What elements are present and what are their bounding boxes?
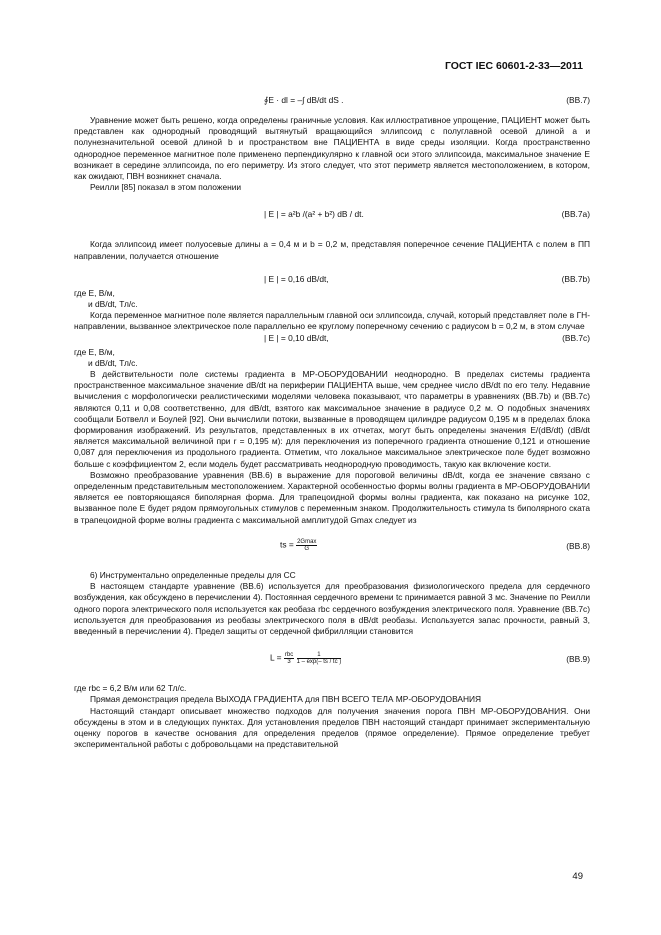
equation-bb7	[74, 95, 590, 109]
body-text	[74, 95, 590, 750]
paragraph-threshold-conversion: Возможно преобразование уравнения (ВВ.6) в выражение для пороговой величины dB/dt, когда ее значение связано с определенным представительным местоположением. Характерной особенностью формы волны градиента в МР-ОБОРУДОВАНИИ является ее повторяющаяся биполярная форма. Для трапецоидной формы волны градиента, как показано на рисунке 102, вызванное поле E будет рядом прямоугольных стимулов с переменным знаком. Продолжительность стимула ts биполярного ската в трапецоидной форме волны градиента с максимальной амплитудой Gmax следует из	[74, 469, 590, 525]
equation-bb7c-formula: | E | = 0,10 dB/dt,	[264, 332, 329, 343]
where-rbc: где rbc = 6,2 В/м или 62 Тл/с.	[74, 683, 187, 694]
and-dbdt-2: и dB/dt, Тл/с.	[88, 357, 138, 368]
equation-bb8-fraction	[296, 539, 317, 552]
where-e-2: где E, В/м,	[74, 346, 115, 357]
paragraph-semiaxes: Когда эллипсоид имеет полуосевые длины a = 0,4 м и b = 0,2 м, представляя поперечное сечение ПАЦИЕНТА с полем в ПП направлении, получается отношение	[74, 239, 590, 261]
equation-bb7a-number: (ВВ.7a)	[561, 209, 590, 220]
equation-bb8	[74, 536, 590, 558]
paragraph-nonuniform-field: В действительности поле системы градиента в МР-ОБОРУДОВАНИИ неоднородно. В пределах системы градиента пространственное максимальное значение dB/dt на периферии ПАЦИЕНТА выше, чем среднее число dB/dt по его телу. Недавние вычисления с морфологически реалистическими моделями человека показывают, что параметры в уравнениях (ВВ.7b) и (ВВ.7c) являются 0,11 и 0,08 соответственно, для dB/dt, взятого как максимальное значение в радиусе 0,2 м. О подобных значениях сообщали Ботвелл и Боулей [92]. Они вычислили потоки, вызванные в проводящем цилиндре радиусом 0,195 м в пределах блока формирования изображений. Из результатов, представленных в их отчетах, могут быть определены значения E/(dB/dt) (dB/dt является максимальной величиной при r = 0,195 м): для переключения из поперечного градиента отношение 0,121 и отношение 0,087 для переключения из продольного градиента. Отметим, что локальное максимальное электрическое поле будет возможно больше с коэффициентом 2, если модель будет рассматривать неоднородную проводимость, такую как включение кости.	[74, 369, 590, 469]
and-dbdt-1: и dB/dt, Тл/с.	[88, 299, 138, 310]
direct-demonstration-heading: Прямая демонстрация предела ВЫХОДА ГРАДИЕНТА для ПВН ВСЕГО ТЕЛА МР-ОБОРУДОВАНИЯ	[90, 694, 482, 705]
paragraph-ellipsoid: Уравнение может быть решено, когда определены граничные условия. Как иллюстративное упрощение, ПАЦИЕНТ может быть представлен как однородный проводящий вытянутый вращающийся эллипсоид с полуглавной осевой длиной a и полунезначительной осевой длиной b и пространством вне ПАЦИЕНТА в виде среды изоляции. Когда пространственно однородное переменное магнитное поле применено перпендикулярно к главной оси этого эллипсоида, максимальное значение E возникает в середине эллипсоида, по его периметру. Из этого следует, что этот периметр является местоположением, в котором, как ожидают, ПВН возникнет сначала.	[74, 115, 590, 182]
equation-bb9-f2-top: 1	[297, 652, 342, 659]
equation-bb7c	[74, 333, 590, 347]
equation-bb7-number: (ВВ.7)	[566, 95, 590, 105]
equation-bb9-fraction-1	[284, 652, 294, 665]
equation-bb8-denominator: G	[304, 545, 310, 552]
equation-bb7a-formula: | E | = a²b /(a² + b²) dB / dt.	[264, 209, 364, 220]
equation-bb8-lhs: ts =	[280, 539, 294, 550]
equation-bb9-number: (ВВ.9)	[566, 654, 590, 665]
paragraph-reilly: Реилли [85] показал в этом положении	[90, 182, 242, 193]
equation-bb7b	[74, 274, 590, 288]
equation-bb7b-number: (ВВ.7b)	[561, 273, 590, 284]
page-number: 49	[572, 871, 583, 882]
paragraph-approaches: Настоящий стандарт описывает множество подходов для получения значения порога ПВН МР-ОБОРУДОВАНИЯ. Они обсуждены в этом и в следующих пунктах. Для установления пределов ПВН настоящий стандарт принимает экспериментальную оценку порогов в качестве основания для определения пределов (прямое определение). Прямое определение требует экспериментальной работы с добровольцами на представительной	[74, 705, 590, 750]
paragraph-parallel-field: Когда переменное магнитное поле является параллельным главной оси эллипсоида, случай, который представляет поле в ГН-направлении, вызванное электрическое поле параллельно ее круглому поперечному сечению с радиусом b = 0,2 м, в этом случае	[74, 310, 590, 332]
equation-bb7c-number: (ВВ.7c)	[562, 332, 590, 343]
equation-bb9-lhs: L =	[270, 652, 282, 663]
equation-bb8-numerator: 2Gmax	[297, 538, 317, 545]
equation-bb9-f2-bottom: 1 – exp(– ts / tc )	[296, 659, 342, 666]
paragraph-cardiac-limits: В настоящем стандарте уравнение (ВВ.6) используется для преобразования физиологического предела для сердечного возбуждения, как обсуждено в перечислении 4). Постоянная сердечного времени tc принимается равной 3 мс. Значение по Реилли одного порога электрического поля используется как реобаза rbc сердечного возбуждения электрического поля. Уравнение (ВВ.7c) используется для преобразования из реобазы электрического поля в dB/dt реобазы. Используется запас прочности, равный 3, введенный в перечислении 4). Предел защиты от сердечной фибрилляции становится	[74, 581, 590, 636]
section-6-heading: 6) Инструментально определенные пределы для СС	[90, 569, 296, 580]
equation-bb9	[74, 649, 590, 671]
equation-bb8-number: (ВВ.8)	[566, 540, 590, 551]
equation-bb9-fraction-2	[297, 652, 342, 665]
equation-bb7a	[74, 209, 590, 223]
equation-bb9-f1-top: rbc	[284, 652, 294, 659]
equation-bb9-f1-bottom: 3	[287, 659, 291, 666]
document-header: ГОСТ IEC 60601-2-33—2011	[444, 60, 583, 72]
equation-bb7b-formula: | E | = 0,16 dB/dt,	[264, 273, 329, 284]
equation-bb7-formula: ∮E · dl = –∫ dB/dt dS .	[264, 95, 344, 105]
where-e-1: где E, В/м,	[74, 287, 115, 298]
